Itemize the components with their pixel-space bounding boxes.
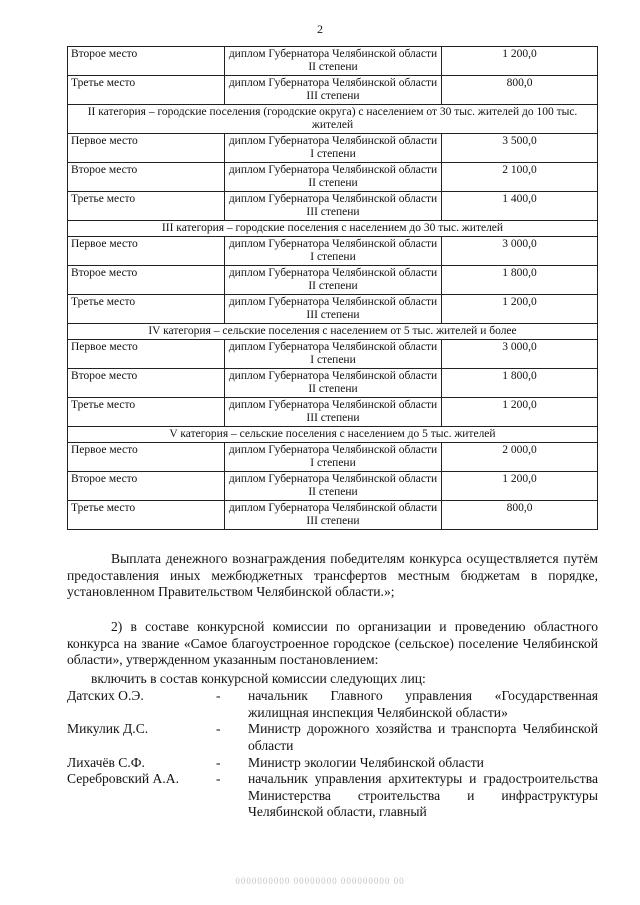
- category-row: [68, 105, 598, 134]
- award-row: [68, 192, 598, 221]
- award-diploma: диплом Губернатора Челябинской области II степени: [225, 47, 442, 76]
- include-paragraph: включить в состав конкурсной комиссии следующих лиц:: [91, 671, 426, 686]
- item2-paragraph: [67, 619, 598, 669]
- award-amount: 1 200,0: [442, 47, 598, 76]
- member-name: Лихачёв С.Ф.: [67, 755, 145, 770]
- award-diploma: диплом Губернатора Челябинской области II степени: [225, 369, 442, 398]
- award-diploma: диплом Губернатора Челябинской области III степени: [225, 295, 442, 324]
- award-diploma: диплом Губернатора Челябинской области II степени: [225, 163, 442, 192]
- award-place: Второе место: [68, 163, 225, 192]
- award-amount: 1 200,0: [442, 295, 598, 324]
- member-role: начальник управления архитектуры и градостроительства Министерства строительства и инфраструктуры Челябинской области, главный: [248, 771, 598, 819]
- member-dash: -: [216, 721, 221, 736]
- award-diploma: диплом Губернатора Челябинской области I степени: [225, 134, 442, 163]
- award-diploma: диплом Губернатора Челябинской области I степени: [225, 443, 442, 472]
- award-amount: 1 400,0: [442, 192, 598, 221]
- member-name: Датских О.Э.: [67, 688, 144, 703]
- payment-paragraph: [67, 551, 598, 601]
- award-place: Третье место: [68, 398, 225, 427]
- document-footer-code: 0000000000 00000000 000000000 00: [235, 876, 405, 886]
- award-diploma: диплом Губернатора Челябинской области I степени: [225, 237, 442, 266]
- award-amount: 2 000,0: [442, 443, 598, 472]
- member-name: Серебровский А.А.: [67, 771, 179, 786]
- award-row: [68, 76, 598, 105]
- award-amount: 3 000,0: [442, 237, 598, 266]
- award-row: [68, 237, 598, 266]
- award-amount: 2 100,0: [442, 163, 598, 192]
- awards-table: [67, 46, 598, 530]
- member-role: Министр дорожного хозяйства и транспорта Челябинской области: [248, 721, 598, 753]
- award-row: [68, 340, 598, 369]
- award-diploma: диплом Губернатора Челябинской области III степени: [225, 192, 442, 221]
- award-place: Второе место: [68, 266, 225, 295]
- award-place: Первое место: [68, 237, 225, 266]
- award-amount: 1 200,0: [442, 472, 598, 501]
- award-row: [68, 163, 598, 192]
- award-row: [68, 295, 598, 324]
- category-heading: II категория – городские поселения (городские округа) с населением от 30 тыс. жителей до 100 тыс. жителей: [68, 105, 598, 134]
- category-heading: V категория – сельские поселения с населением до 5 тыс. жителей: [68, 427, 598, 443]
- page-number: 2: [317, 22, 323, 36]
- member-dash: -: [216, 771, 221, 786]
- award-row: [68, 472, 598, 501]
- payment-text: Выплата денежного вознаграждения победителям конкурса осуществляется путём предоставления иных межбюджетных трансфертов местным бюджетам в порядке, установленном Правительством Челябинской области.»;: [67, 551, 598, 599]
- category-heading: IV категория – сельские поселения с населением от 5 тыс. жителей и более: [68, 324, 598, 340]
- item2-text: 2) в составе конкурсной комиссии по организации и проведению областного конкурса на звание «Самое благоустроенное городское (сельское) поселение Челябинской области», утвержденном указанным постановлением:: [67, 619, 598, 667]
- award-diploma: диплом Губернатора Челябинской области II степени: [225, 266, 442, 295]
- category-row: [68, 221, 598, 237]
- award-place: Второе место: [68, 369, 225, 398]
- awards-table-body: [68, 47, 598, 530]
- member-role: Министр экологии Челябинской области: [248, 755, 484, 770]
- award-row: [68, 47, 598, 76]
- category-row: [68, 324, 598, 340]
- award-place: Второе место: [68, 472, 225, 501]
- award-amount: 1 800,0: [442, 266, 598, 295]
- award-amount: 3 500,0: [442, 134, 598, 163]
- award-place: Третье место: [68, 295, 225, 324]
- award-diploma: диплом Губернатора Челябинской области III степени: [225, 501, 442, 530]
- award-row: [68, 501, 598, 530]
- award-diploma: диплом Губернатора Челябинской области III степени: [225, 76, 442, 105]
- award-diploma: диплом Губернатора Челябинской области II степени: [225, 472, 442, 501]
- award-row: [68, 266, 598, 295]
- award-place: Третье место: [68, 192, 225, 221]
- award-row: [68, 369, 598, 398]
- award-place: Третье место: [68, 501, 225, 530]
- award-diploma: диплом Губернатора Челябинской области I степени: [225, 340, 442, 369]
- award-amount: 800,0: [442, 501, 598, 530]
- award-amount: 800,0: [442, 76, 598, 105]
- award-place: Первое место: [68, 340, 225, 369]
- member-dash: -: [216, 688, 221, 703]
- member-role: начальник Главного управления «Государственная жилищная инспекция Челябинской области»: [248, 688, 598, 720]
- award-amount: 1 800,0: [442, 369, 598, 398]
- award-place: Второе место: [68, 47, 225, 76]
- member-name: Микулик Д.С.: [67, 721, 149, 736]
- member-dash: -: [216, 755, 221, 770]
- award-place: Первое место: [68, 134, 225, 163]
- award-place: Первое место: [68, 443, 225, 472]
- award-row: [68, 398, 598, 427]
- category-row: [68, 427, 598, 443]
- category-heading: III категория – городские поселения с населением до 30 тыс. жителей: [68, 221, 598, 237]
- award-amount: 3 000,0: [442, 340, 598, 369]
- award-place: Третье место: [68, 76, 225, 105]
- award-amount: 1 200,0: [442, 398, 598, 427]
- award-diploma: диплом Губернатора Челябинской области III степени: [225, 398, 442, 427]
- award-row: [68, 134, 598, 163]
- award-row: [68, 443, 598, 472]
